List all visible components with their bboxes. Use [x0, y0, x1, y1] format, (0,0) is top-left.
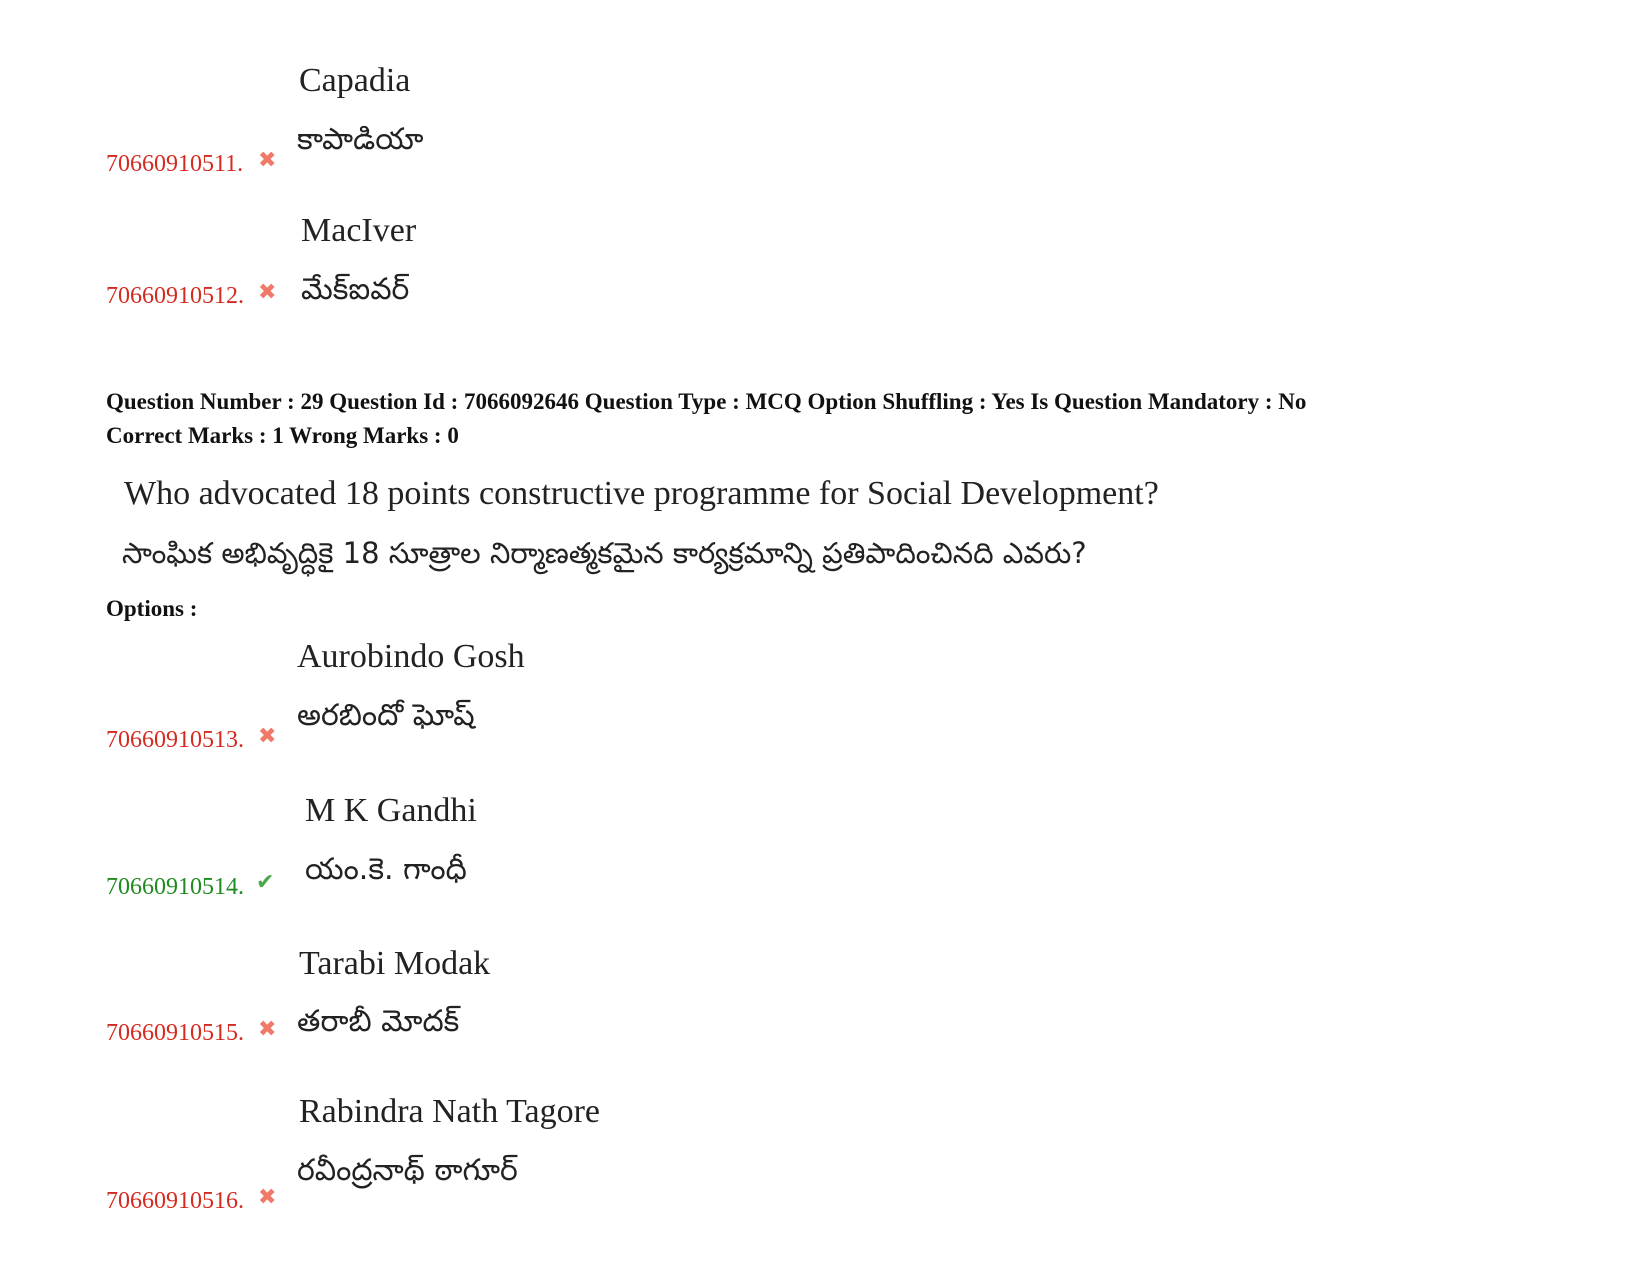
option-id: 70660910516. — [106, 1188, 244, 1214]
question-text-te: సాంఘిక అభివృద్ధికై 18 సూత్రాల నిర్మాణత్మకమైన కార్యక్రమాన్ని ప్రతిపాదించినది ఎవరు? — [122, 536, 1087, 570]
question-marks: Correct Marks : 1 Wrong Marks : 0 — [106, 423, 459, 448]
option-text-te: కాపాడియా — [297, 122, 424, 157]
option-id: 70660910514. — [106, 874, 244, 900]
options-label: Options : — [106, 596, 198, 621]
correct-mark-icon: ✔ — [256, 870, 275, 895]
option-id: 70660910511. — [106, 151, 244, 177]
option-text-te: రవీంద్రనాథ్ ఠాగూర్ — [297, 1153, 518, 1188]
option-id: 70660910512. — [106, 283, 244, 309]
option-text-en: MacIver — [301, 212, 417, 249]
wrong-mark-icon: ✖ — [258, 148, 277, 173]
option-text-en: Rabindra Nath Tagore — [299, 1093, 601, 1130]
option-text-te: మేక్ఐవర్ — [301, 272, 410, 307]
question-text-en: Who advocated 18 points constructive programme for Social Development? — [124, 475, 1159, 512]
wrong-mark-icon: ✖ — [258, 724, 277, 749]
option-id: 70660910515. — [106, 1020, 244, 1046]
wrong-mark-icon: ✖ — [258, 280, 277, 305]
option-text-en: Aurobindo Gosh — [297, 638, 525, 675]
wrong-mark-icon: ✖ — [258, 1185, 277, 1210]
option-text-en: Capadia — [299, 62, 411, 99]
option-text-en: M K Gandhi — [305, 792, 477, 829]
option-text-en: Tarabi Modak — [299, 945, 491, 982]
wrong-mark-icon: ✖ — [258, 1017, 277, 1042]
option-text-te: తరాబీ మోదక్ — [297, 1004, 460, 1039]
option-text-te: యం.కె. గాంధీ — [305, 852, 467, 887]
question-meta: Question Number : 29 Question Id : 7066092646 Question Type : MCQ Option Shuffling : Yes Is Question Mandatory : No — [106, 389, 1307, 414]
option-id: 70660910513. — [106, 727, 244, 753]
option-text-te: అరబిందో ఘోష్ — [297, 698, 475, 733]
